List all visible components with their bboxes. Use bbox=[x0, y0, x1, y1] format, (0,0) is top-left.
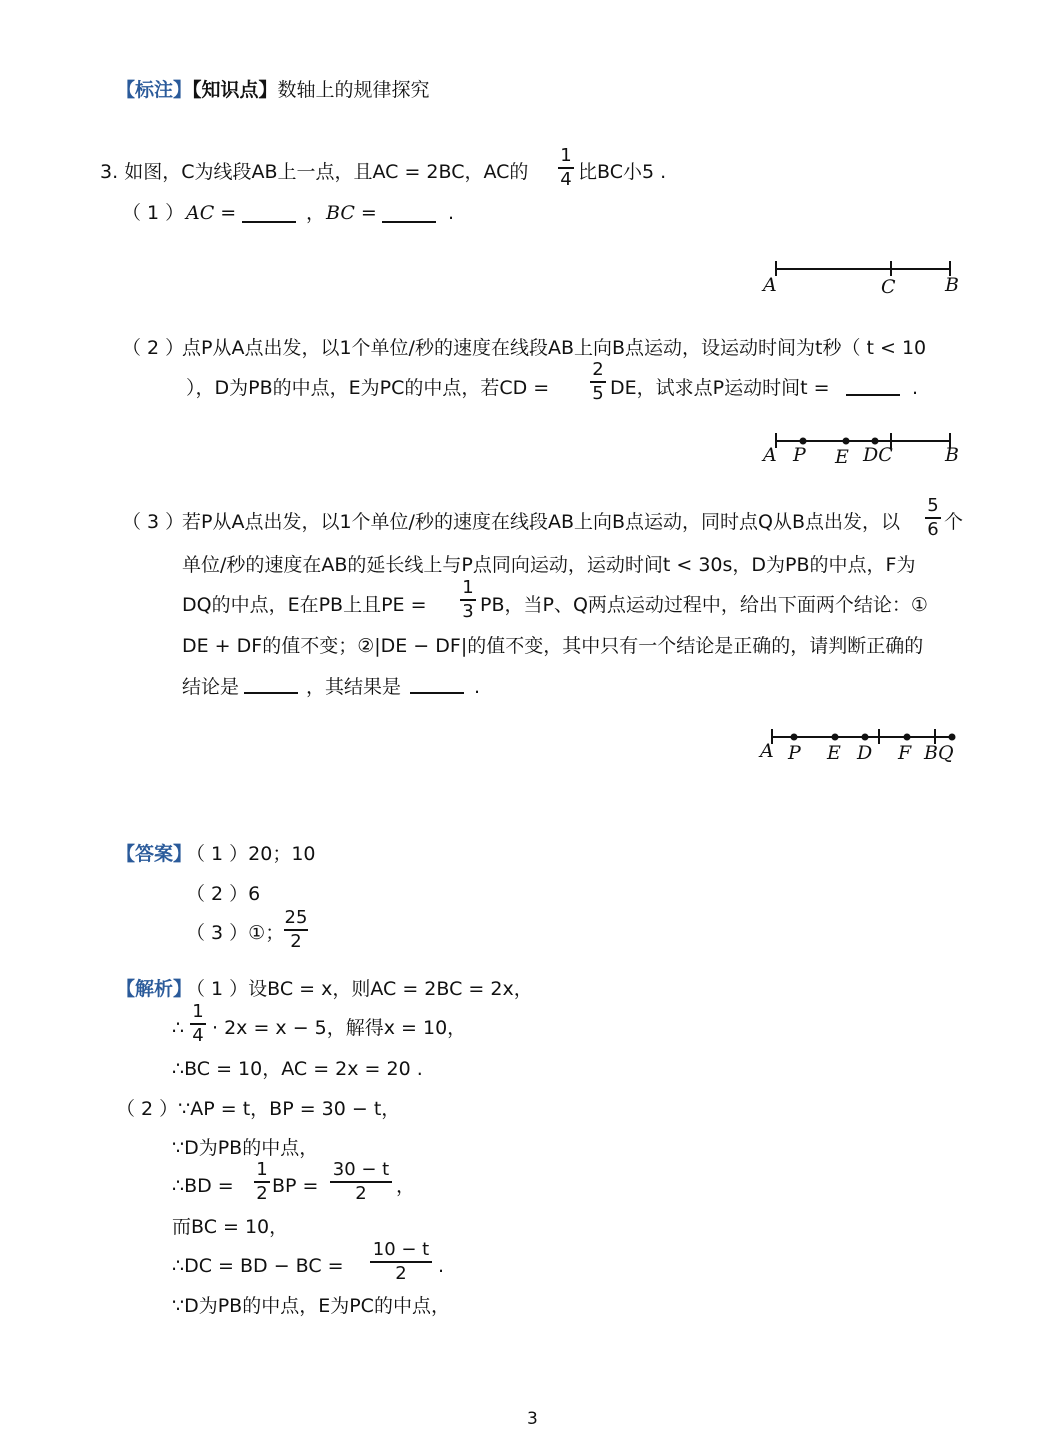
fig1-label-a: A bbox=[763, 274, 777, 296]
answer-3-num: 25 bbox=[284, 907, 308, 928]
fig2-label-b: B bbox=[945, 444, 959, 466]
q3-fraction-1-den: 6 bbox=[927, 519, 939, 540]
q1-end: . bbox=[448, 202, 455, 224]
fig2-label-p: P bbox=[793, 444, 806, 466]
analysis-p2-f2-num: 30 − t bbox=[332, 1159, 390, 1180]
analysis-p1-line2-b: · 2x = x − 5，解得x = 10， bbox=[212, 1017, 467, 1039]
answer-3-fraction bbox=[284, 908, 308, 952]
figure-2-segment bbox=[755, 425, 970, 470]
q2-fraction-den: 5 bbox=[592, 383, 604, 404]
analysis-tag bbox=[116, 977, 192, 1001]
q3-fraction-2 bbox=[460, 578, 476, 622]
analysis-p2-line2: ∵D为PB的中点， bbox=[172, 1137, 319, 1159]
fig3-label-d: D bbox=[857, 742, 873, 764]
analysis-p2-fraction-3 bbox=[370, 1240, 432, 1284]
fig2-label-e: E bbox=[835, 446, 849, 468]
analysis-p2-fraction-2 bbox=[330, 1160, 392, 1204]
analysis-p2-f1-num: 1 bbox=[256, 1159, 268, 1180]
q3-conclusion-blank bbox=[244, 692, 298, 694]
q1-bc-label: BC = bbox=[326, 202, 377, 224]
fig3-label-e: E bbox=[827, 742, 841, 764]
analysis-p2-line3-end: ， bbox=[396, 1175, 416, 1197]
fig1-label-b: B bbox=[945, 274, 959, 296]
analysis-p2-f3-den: 2 bbox=[395, 1263, 407, 1284]
q3-line3-a: DQ的中点，E在PB上且PE = bbox=[182, 594, 427, 616]
tag-header bbox=[116, 78, 430, 102]
fig2-label-dc: DC bbox=[863, 444, 893, 466]
analysis-p2-f2-den: 2 bbox=[355, 1183, 367, 1204]
knowledge-text: 数轴上的规律探究 bbox=[277, 79, 430, 101]
analysis-p2-line1: （ 2 ）∵AP = t，BP = 30 − t， bbox=[116, 1098, 401, 1120]
analysis-p2-line4: 而BC = 10， bbox=[172, 1216, 289, 1238]
q3-line1: 若P从A点出发，以1个单位/秒的速度在线段AB上向B点运动，同时点Q从B点出发，以 bbox=[182, 511, 901, 533]
analysis-p1-line2-a: ∴ bbox=[172, 1017, 185, 1039]
answer-1: （ 1 ）20；10 bbox=[186, 843, 316, 865]
q2-prefix: （ 2 ） bbox=[122, 337, 185, 359]
q3-line1-end: 个 bbox=[944, 511, 964, 533]
q3-line5-a: 结论是 bbox=[182, 676, 240, 698]
answer-tag bbox=[116, 842, 192, 866]
q3-fraction-1 bbox=[925, 496, 941, 540]
analysis-p1-num: 1 bbox=[192, 1001, 204, 1022]
q3-line3-b: PB，当P、Q两点运动过程中，给出下面两个结论：① bbox=[480, 594, 928, 616]
q1-ac-label: AC = bbox=[186, 202, 237, 224]
analysis-p1-line1: （ 1 ）设BC = x，则AC = 2BC = 2x， bbox=[186, 978, 533, 1000]
q2-line2-b: DE，试求点P运动时间t = bbox=[610, 377, 830, 399]
q1-sep: ， bbox=[306, 202, 326, 224]
q2-t-blank bbox=[846, 394, 900, 396]
q1-bc-blank bbox=[382, 221, 436, 223]
stem-fraction-den: 4 bbox=[560, 169, 572, 190]
fig3-label-bq: BQ bbox=[924, 742, 954, 764]
analysis-p2-line6: ∵D为PB的中点，E为PC的中点， bbox=[172, 1295, 450, 1317]
q2-end: . bbox=[912, 377, 919, 399]
answer-2: （ 2 ）6 bbox=[186, 883, 261, 905]
q1-prefix: （ 1 ） bbox=[122, 202, 185, 224]
knowledge-tag: 【知识点】 bbox=[192, 79, 278, 101]
answer-3-den: 2 bbox=[290, 931, 302, 952]
fig1-label-c: C bbox=[881, 276, 896, 298]
figure-1-segment bbox=[755, 255, 970, 300]
analysis-p1-den: 4 bbox=[192, 1025, 204, 1046]
stem-statement: C为线段AB上一点，且AC = 2BC，AC的 bbox=[181, 161, 529, 183]
analysis-p1-fraction bbox=[190, 1002, 206, 1046]
problem-stem bbox=[100, 160, 528, 184]
q2-fraction bbox=[590, 360, 606, 404]
answer-3: （ 3 ）①； bbox=[186, 922, 285, 944]
figure-3-segment bbox=[755, 722, 970, 767]
q3-line5-end: . bbox=[474, 676, 481, 698]
analysis-p2-f3-num: 10 − t bbox=[372, 1239, 430, 1260]
q3-line4: DE + DF的值不变；②|DE − DF|的值不变，其中只有一个结论是正确的，请判断正确的 bbox=[182, 635, 924, 657]
analysis-p2-line5-end: . bbox=[438, 1255, 445, 1277]
analysis-p2-line3-b: BP = bbox=[272, 1175, 319, 1197]
analysis-p1-line3: ∴BC = 10，AC = 2x = 20 . bbox=[172, 1058, 423, 1080]
stem-intro: 如图， bbox=[124, 161, 182, 183]
q3-line5-sep: ，其结果是 bbox=[306, 676, 402, 698]
analysis-p2-line3-a: ∴BD = bbox=[172, 1175, 234, 1197]
q1-ac-blank bbox=[242, 221, 296, 223]
problem-number: 3. bbox=[100, 161, 119, 183]
analysis-tag-label: 【解析】 bbox=[116, 978, 193, 1000]
q2-line1: 点P从A点出发，以1个单位/秒的速度在线段AB上向B点运动，设运动时间为t秒（ t < 10 bbox=[182, 337, 927, 359]
q2-line2-a: ），D为PB的中点，E为PC的中点，若CD = bbox=[186, 377, 550, 399]
q3-fraction-1-num: 5 bbox=[927, 495, 939, 516]
answer-tag-label: 【答案】 bbox=[116, 843, 193, 865]
analysis-p2-fraction-1 bbox=[254, 1160, 270, 1204]
stem-fraction-num: 1 bbox=[560, 145, 572, 166]
tag-label: 【标注】 bbox=[116, 79, 193, 101]
q3-prefix: （ 3 ） bbox=[122, 511, 185, 533]
fig3-label-f: F bbox=[898, 742, 912, 764]
q3-fraction-2-den: 3 bbox=[462, 601, 474, 622]
analysis-p2-f1-den: 2 bbox=[256, 1183, 268, 1204]
analysis-p2-line5-a: ∴DC = BD − BC = bbox=[172, 1255, 344, 1277]
q2-fraction-num: 2 bbox=[592, 359, 604, 380]
fig3-label-a: A bbox=[760, 740, 774, 762]
q3-line2: 单位/秒的速度在AB的延长线上与P点同向运动，运动时间t < 30s，D为PB的中点，F为 bbox=[182, 554, 916, 576]
page-number: 3 bbox=[527, 1409, 538, 1429]
q3-fraction-2-num: 1 bbox=[462, 577, 474, 598]
fig3-label-p: P bbox=[788, 742, 801, 764]
stem-fraction bbox=[558, 146, 574, 190]
q3-result-blank bbox=[410, 692, 464, 694]
stem-tail: 比BC小5 . bbox=[578, 161, 667, 183]
fig2-label-a: A bbox=[763, 444, 777, 466]
